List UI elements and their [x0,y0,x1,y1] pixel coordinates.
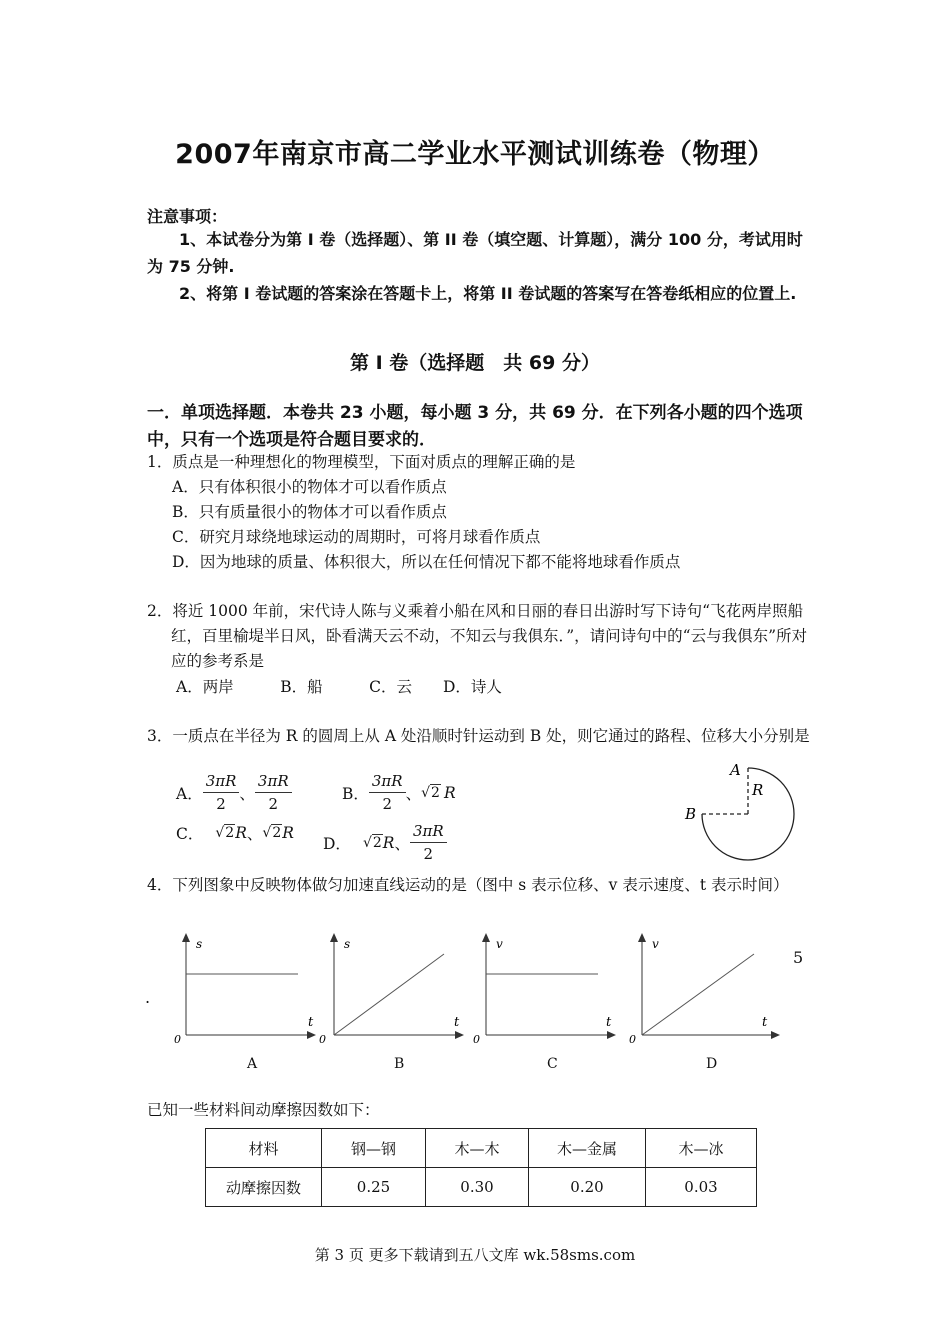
q2-options: A．两岸 B．船 C．云 D．诗人 [176,678,502,696]
page-footer: 第 3 页 更多下载请到五八文库 wk.58sms.com [314,1246,636,1264]
point-a-label: A [730,761,741,779]
fraction: $\frac{3\pi R}{2}$ [369,772,406,813]
graph-b-xlabel: t [454,1015,460,1030]
friction-table [205,1128,757,1207]
notes-heading: 注意事项： [147,207,228,226]
q1-option-c: C．研究月球绕地球运动的周期时，可将月球看作质点 [172,528,541,546]
table-cell: 0.25 [322,1168,426,1207]
graph-c-caption: C [547,1056,558,1072]
table-header-cell: 材料 [206,1129,322,1168]
point-b-label: B [685,805,697,823]
q3-option-b-label: B． [342,784,369,803]
q3-option-c: C． √2 R 、 √2 R [176,824,294,843]
q1-option-b: B．只有质量很小的物体才可以看作质点 [172,503,447,521]
q3-option-a-label: A． [176,784,203,803]
part-heading: 一．单项选择题．本卷共 23 小题，每小题 3 分，共 69 分．在下列各小题的四个选项中，只有一个选项是符合题目要求的． [147,403,803,450]
sqrt: √2 [262,825,282,841]
graph-b [318,930,468,1050]
q3-option-d-label: D． [323,834,351,853]
q1-option-a: A．只有体积很小的物体才可以看作质点 [172,478,447,496]
q3-option-b: B． $\frac{3\pi R}{2}$ 、 √2 R [342,772,456,813]
graph-a-xlabel: t [308,1015,314,1030]
notes-item-1: 1、本试卷分为第 I 卷（选择题）、第 II 卷（填空题、计算题），满分 100 分，考试用时为 75 分钟. [147,230,803,276]
graph-d [626,930,786,1050]
graph-d-xlabel: t [762,1015,768,1030]
graph-a-caption: A [247,1056,258,1072]
graph-d-caption: D [706,1056,718,1072]
friction-intro: 已知一些材料间动摩擦因数如下： [147,1101,380,1119]
table-header-row [206,1129,757,1168]
table-header-cell: 木—木 [426,1129,529,1168]
sqrt: √2 [421,784,440,801]
q2-stem: 2．将近 1000 年前，宋代诗人陈与义乘着小船在风和日丽的春日出游时写下诗句“飞花两岸照船红，百里榆堤半日风，卧看满天云不动，不知云与我俱东．”，请问诗句中的“云与我俱东”所对应的参考系是 [147,602,808,670]
table-row [206,1168,757,1207]
graph-c [470,930,620,1050]
graph-a-ylabel: s [196,937,203,951]
graph-d-origin: 0 [629,1033,636,1046]
q3-stem: 3．一质点在半径为 R 的圆周上从 A 处沿顺时针运动到 B 处，则它通过的路程、位移大小分别是 [147,727,810,745]
graph-b-origin: 0 [319,1033,326,1046]
table-header-cell: 木—金属 [529,1129,646,1168]
section-title: 第 I 卷（选择题 共 69 分） [350,352,600,374]
sqrt: √2 [215,825,235,841]
table-cell: 0.30 [426,1168,529,1207]
table-header-cell: 木—冰 [646,1129,757,1168]
fraction: $\frac{3\pi R}{2}$ [203,772,240,813]
q3-option-a: A． $\frac{3\pi R}{2}$ 、 $\frac{3\pi R}{2}$ [176,772,292,813]
table-cell: 0.03 [646,1168,757,1207]
stray-number: 5 [793,948,804,967]
table-cell: 0.20 [529,1168,646,1207]
q1-stem: 1．质点是一种理想化的物理模型，下面对质点的理解正确的是 [147,453,576,471]
graph-d-ylabel: v [652,937,659,951]
page-title: 2007年南京市高二学业水平测试训练卷（物理） [175,139,775,170]
notes-item-2: 2、将第 I 卷试题的答案涂在答题卡上，将第 II 卷试题的答案写在答卷纸相应的位置上. [179,284,797,303]
graph-a-origin: 0 [174,1033,181,1046]
table-row-label: 动摩擦因数 [206,1168,322,1207]
graph-b-ylabel: s [344,937,351,951]
stray-dot: . [145,988,151,1007]
circle-figure [680,758,810,868]
q3-option-d: D． √2 R 、 $\frac{3\pi R}{2}$ [323,822,447,863]
graph-c-xlabel: t [606,1015,612,1030]
table-header-cell: 钢—钢 [322,1129,426,1168]
graph-b-caption: B [394,1056,405,1072]
q3-option-c-label: C． [176,825,204,843]
graph-a [170,930,320,1050]
fraction: $\frac{3\pi R}{2}$ [255,772,292,813]
q4-stem: 4．下列图象中反映物体做匀加速直线运动的是（图中 s 表示位移、v 表示速度、t 表示时间） [147,876,789,894]
fraction: $\frac{3\pi R}{2}$ [410,822,447,863]
radius-label: R [752,781,764,799]
q1-option-d: D．因为地球的质量、体积很大，所以在任何情况下都不能将地球看作质点 [172,553,681,571]
graph-c-ylabel: v [496,937,503,951]
sqrt: √2 [362,834,382,851]
graph-c-origin: 0 [473,1033,480,1046]
